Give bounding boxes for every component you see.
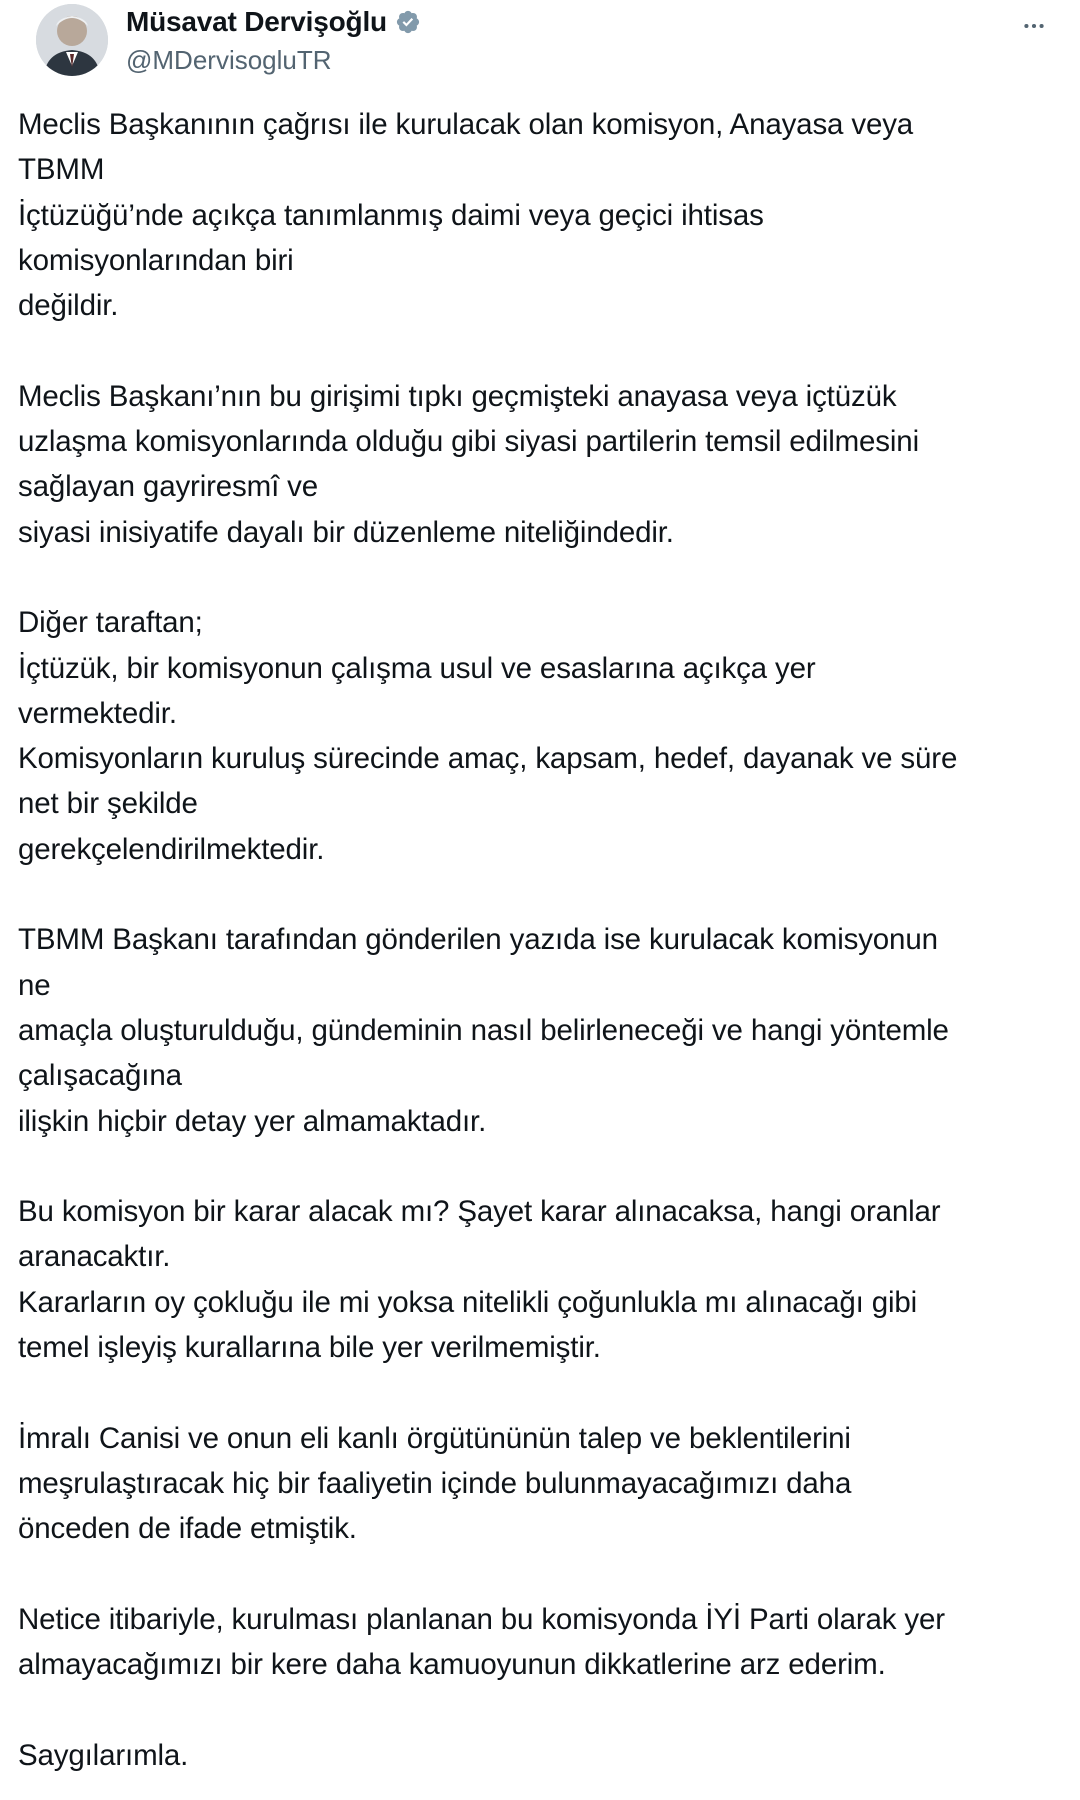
tweet-line: TBMM Başkanı tarafından gönderilen yazıda ise kurulacak komisyonun: [18, 923, 938, 957]
tweet-header: [18, 0, 1062, 96]
author-info: [126, 2, 421, 78]
tweet-line: komisyonlarından biri: [18, 243, 294, 277]
display-name-row: [126, 2, 421, 42]
avatar[interactable]: [36, 4, 108, 76]
tweet-line: amaçla oluşturulduğu, gündeminin nasıl belirleneceği ve hangi yöntemle: [18, 1013, 949, 1047]
display-name[interactable]: Müsavat Dervişoğlu: [126, 6, 387, 37]
tweet-line: Bu komisyon bir karar alacak mı? Şayet karar alınacaksa, hangi oranlar: [18, 1195, 941, 1229]
tweet-line: net bir şekilde: [18, 787, 198, 821]
tweet-line: almayacağımızı bir kere daha kamuoyunun dikkatlerine arz ederim.: [18, 1648, 886, 1682]
tweet-line: Meclis Başkanının çağrısı ile kurulacak olan komisyon, Anayasa veya: [18, 108, 914, 141]
paragraph-gap: [18, 555, 1080, 600]
tweet-line: meşrulaştıracak hiç bir faaliyetin içinde bulunmayacağımızı daha: [18, 1466, 852, 1500]
tweet-line: ilişkin hiçbir detay yer almamaktadır.: [18, 1104, 487, 1138]
paragraph-gap: [18, 1144, 1080, 1189]
paragraph-gap: [18, 328, 1080, 373]
paragraph-gap: [18, 872, 1080, 917]
paragraph-gap: [18, 1370, 1080, 1415]
tweet-line: vermektedir.: [18, 696, 177, 730]
tweet-line: aranacaktır.: [18, 1240, 171, 1274]
tweet-line: TBMM: [18, 153, 105, 187]
tweet-line: Diğer taraftan;: [18, 606, 203, 640]
paragraph-gap: [18, 1687, 1080, 1732]
tweet-line: sağlayan gayriresmî ve: [18, 470, 319, 504]
tweet-line: Netice itibariyle, kurulması planlanan bu komisyonda İYİ Parti olarak yer: [18, 1602, 945, 1636]
tweet-line: değildir.: [18, 289, 119, 323]
tweet-line: önceden de ifade etmiştik.: [18, 1512, 357, 1546]
tweet-line: siyasi inisiyatife dayalı bir düzenleme niteliğindedir.: [18, 515, 674, 549]
tweet-line: gerekçelendirilmektedir.: [18, 832, 325, 866]
author-handle[interactable]: @MDervisogluTR: [126, 45, 332, 75]
tweet-line: ne: [18, 968, 51, 1002]
verified-badge-icon: [395, 9, 421, 35]
tweet-line: Komisyonların kuruluş sürecinde amaç, kapsam, hedef, dayanak ve süre: [18, 742, 958, 776]
tweet-line: Kararların oy çokluğu ile mi yoksa nitelikli çoğunlukla mı alınacağı gibi: [18, 1285, 918, 1319]
tweet-line: çalışacağına: [18, 1059, 182, 1093]
tweet-line: İçtüzük, bir komisyonun çalışma usul ve esaslarına açıkça yer: [18, 651, 816, 685]
tweet-text: [18, 102, 1080, 1778]
tweet-line: İmralı Canisi ve onun eli kanlı örgütününün talep ve beklentilerini: [18, 1421, 851, 1455]
tweet-line: İçtüzüğü’nde açıkça tanımlanmış daimi veya geçici ihtisas: [18, 198, 764, 232]
tweet-line: temel işleyiş kurallarına bile yer verilmemiştir.: [18, 1331, 601, 1365]
profile-photo-icon: [36, 4, 108, 76]
more-options-button[interactable]: [1014, 6, 1054, 46]
tweet-line: Saygılarımla.: [18, 1738, 189, 1772]
tweet-line: Meclis Başkanı’nın bu girişimi tıpkı geçmişteki anayasa veya içtüzük: [18, 379, 897, 413]
tweet-line: uzlaşma komisyonlarında olduğu gibi siyasi partilerin temsil edilmesini: [18, 425, 919, 459]
paragraph-gap: [18, 1552, 1080, 1597]
more-horizontal-icon: [1021, 13, 1047, 39]
